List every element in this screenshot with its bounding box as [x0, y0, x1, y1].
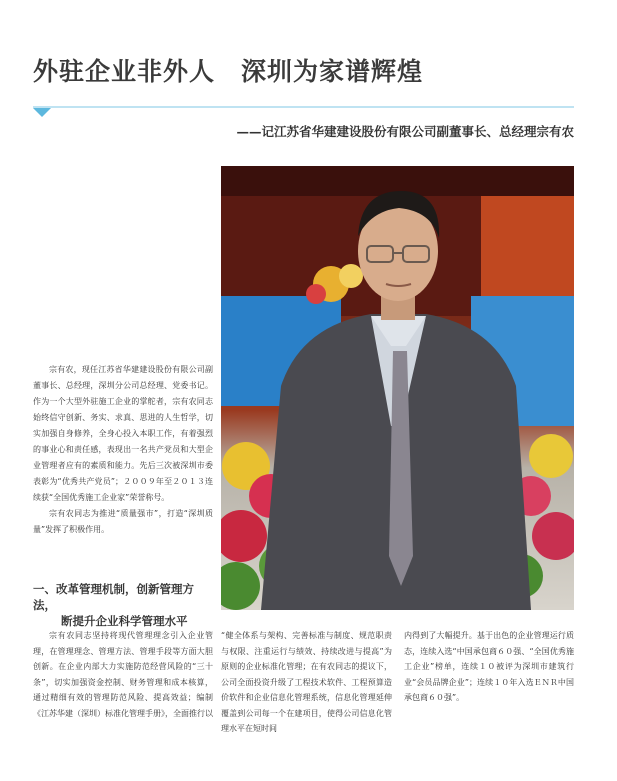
subtitle: ——记江苏省华建建设股份有限公司副董事长、总经理宗有农 — [236, 124, 574, 139]
body-column-3 — [404, 628, 574, 706]
portrait-photo — [221, 166, 574, 610]
title-divider — [33, 106, 574, 108]
intro-paragraph-1: 宗有农，现任江苏省华建建设股份有限公司副董事长、总经理，深圳分公司总经理、党委书记。作为一个大型外驻施工企业的掌舵者，宗有农同志始终信守创新、务实、求真、思进的人生哲学，切实加强自身修养，全身心投入本职工作，有着强烈的事业心和责任感，表现出一名共产党员和大型企业管理者应有的素质和能力。先后三次被深圳市委表彰为“优秀共产党员”；２００９年至２０１３连续获“全国优秀施工企业家”荣誉称号。 — [33, 365, 213, 502]
body-paragraph-3: 内得到了大幅提升。基于出色的企业管理运行质态，连续入选“中国承包商６０强、“全国优秀施工企业”榜单，连续１０被评为深圳市建筑行业“会员品牌企业”；连续１０年入选ＥＮＲ中国承包商６０强”。 — [404, 631, 574, 702]
body-paragraph-2: “健全体系与架构、完善标准与制度、规范职责与权限、注重运行与绩效、持续改进与提高”为原则的企业标准化管理；在有农同志的提议下，公司全面投资升级了工程技术软件、工程预算造价软件和企业信息化管理系统，信息化管理延伸覆盖到公司每一个在建项目，使得公司信息化管理水平在短时间 — [221, 631, 392, 733]
body-column-1 — [33, 628, 213, 721]
body-column-2 — [221, 628, 392, 737]
body-paragraph-1: 宗有农同志坚持将现代管理理念引入企业管理，在管理理念、管理方法、管理手段等方面大胆创新。在企业内部大力实施防范经营风险的“三十条”，切实加强资金控制、财务管理和成本核算，通过精细有效的管理防范风险、提高效益；编制《江苏华建（深圳）标准化管理手册》，全面推行以 — [33, 631, 213, 718]
section-heading — [33, 581, 211, 629]
intro-text — [33, 362, 213, 538]
section-heading-line-1: 一、改革管理机制，创新管理方法， — [33, 582, 194, 612]
divider-triangle-icon — [33, 108, 51, 117]
intro-paragraph-2: 宗有农同志为推进“质量强市”，打造“深圳质量”发挥了积极作用。 — [33, 509, 213, 534]
section-heading-line-2: 断提升企业科学管理水平 — [61, 614, 188, 628]
portrait-illustration — [221, 166, 574, 610]
page-title: 外驻企业非外人 深圳为家谱辉煌 — [33, 57, 424, 86]
